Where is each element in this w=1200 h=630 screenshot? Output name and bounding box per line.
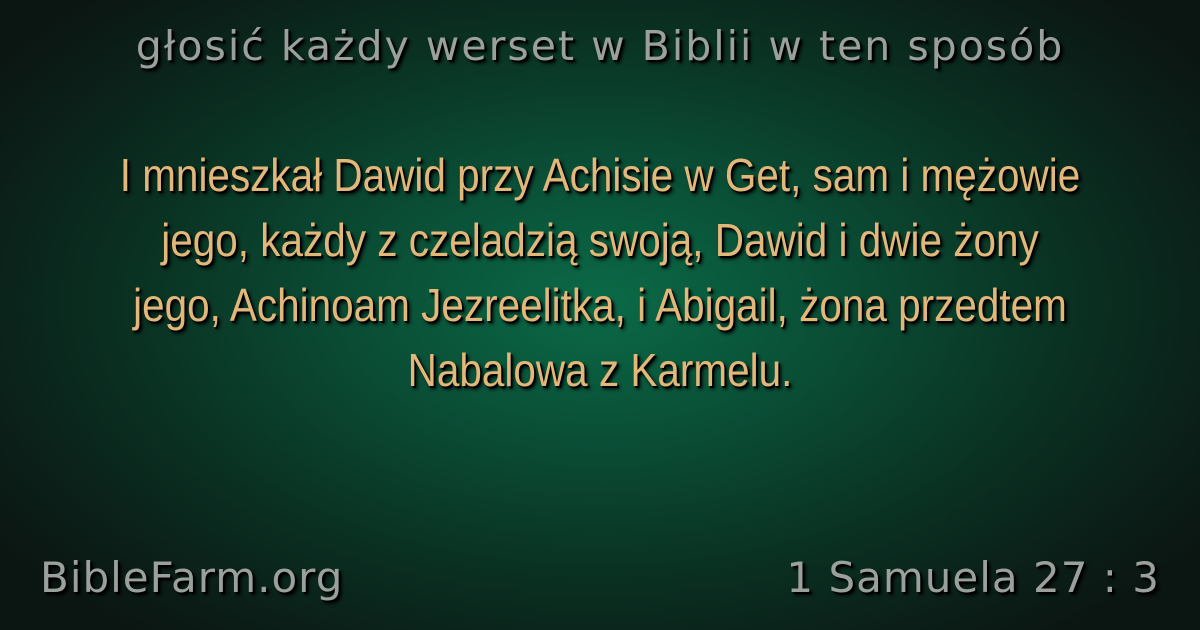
verse-reference: 1 Samuela 27 : 3 — [786, 553, 1160, 602]
verse-text: I mnieszkał Dawid przy Achisie w Get, sam i mężowie jego, każdy z czeladzią swoją, Dawid i dwie żony jego, Achinoam Jezreelitka, i Abigail, żona przedtem Nabalowa z Karmelu. — [119, 149, 1081, 396]
site-name: BibleFarm.org — [40, 553, 344, 602]
tagline: głosić każdy werset w Biblii w ten sposób — [135, 22, 1065, 70]
